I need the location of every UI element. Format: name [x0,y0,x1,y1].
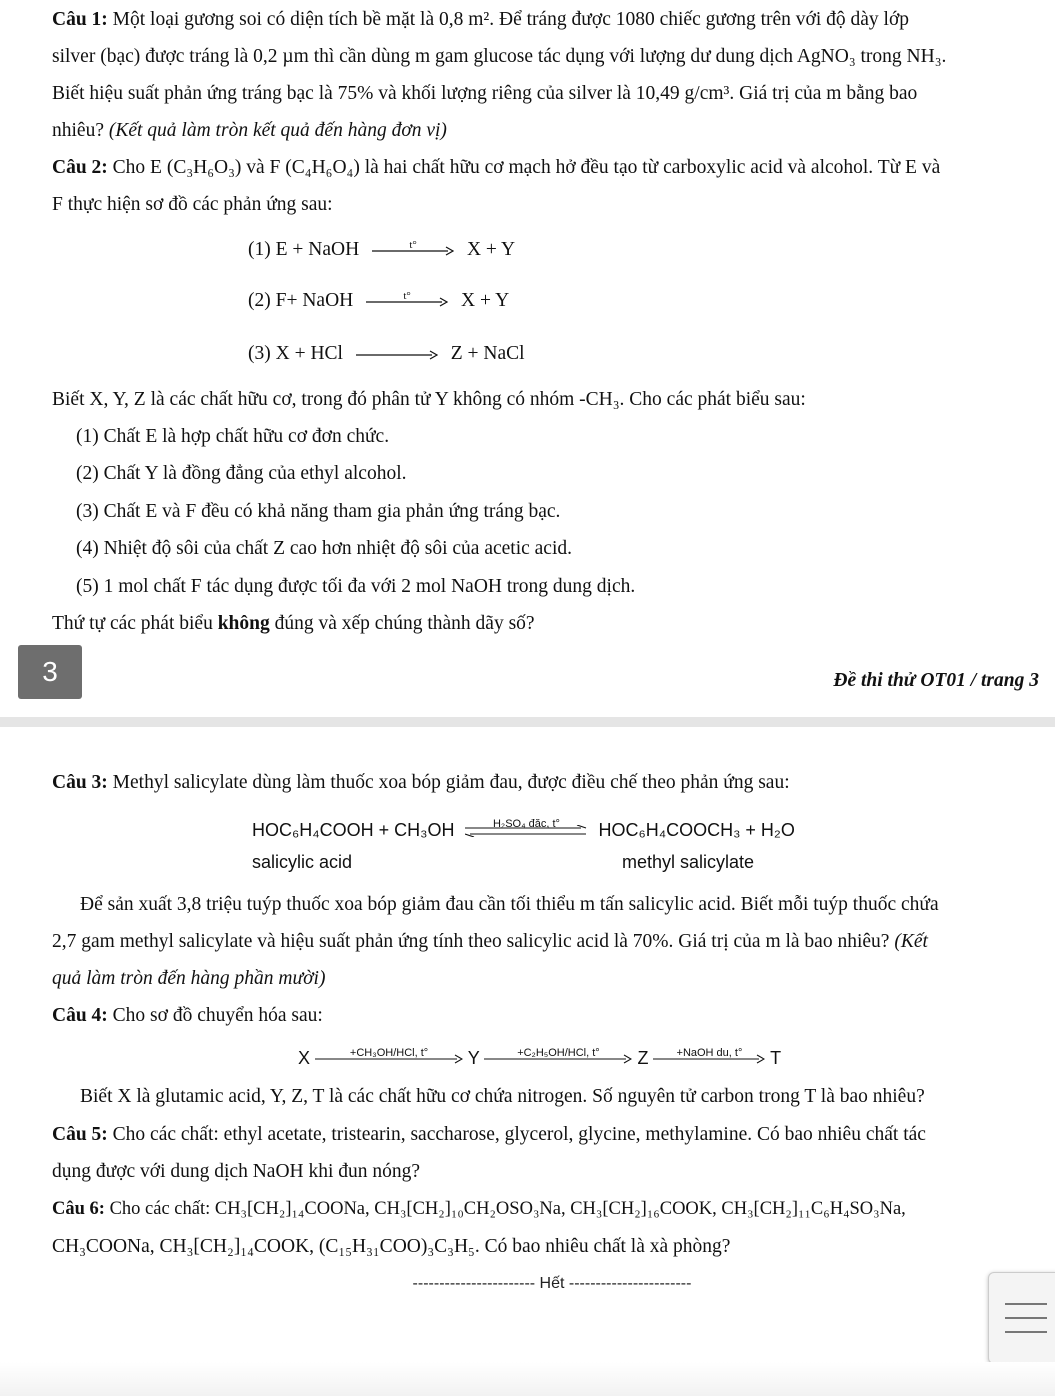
q4-arrow-2: +C₂H₅OH/HCl, t° [484,1054,632,1064]
reaction-1-arrow: t° [372,246,454,256]
menu-icon-bar-bottom [1005,1331,1047,1333]
end-marker: ----------------------- Hết ----------------------- [412,1275,692,1292]
q3-paragraph-3: quả làm tròn đến hàng phần mười) [52,968,326,989]
q4-line-1: Câu 4: Cho sơ đồ chuyển hóa sau: [52,1005,323,1026]
q1-line-3: Biết hiệu suất phản ứng tráng bạc là 75% và khối lượng riêng của silver là 10,49 g/cm³. Giá trị của m bằng bao [52,83,918,104]
q2-statement-2: (2) Chất Y là đồng đẳng của ethyl alcohol. [76,463,407,484]
q6-label: Câu 6: [52,1199,105,1219]
menu-icon-bar-top [1005,1303,1047,1305]
reaction-3-arrow [356,350,438,360]
q2-statement-1: (1) Chất E là hợp chất hữu cơ đơn chức. [76,426,390,447]
q2-line-2: F thực hiện sơ đồ các phản ứng sau: [52,194,333,215]
q2-statement-4: (4) Nhiệt độ sôi của chất Z cao hơn nhiệt độ sôi của acetic acid. [76,538,573,559]
page-separator [0,717,1055,727]
page-number-badge: 3 [18,645,82,699]
q5-line-1: Câu 5: Cho các chất: ethyl acetate, tristearin, saccharose, glycerol, glycine, methylamine. Có bao nhiêu chất tác [52,1124,926,1145]
q4-line-2: Biết X là glutamic acid, Y, Z, T là các chất hữu cơ chứa nitrogen. Số nguyên tử carbon trong T là bao nhiêu? [80,1086,925,1107]
q3-paragraph-1: Để sản xuất 3,8 triệu tuýp thuốc xoa bóp giảm đau cần tối thiểu m tấn salicylic acid. Biết mỗi tuýp thuốc chứa [80,894,939,915]
reaction-2-arrow: t° [366,297,448,307]
q1-line-1: Câu 1: Một loại gương soi có diện tích bề mặt là 0,8 m². Để tráng được 1080 chiếc gương trên với độ dày lớp [52,9,910,30]
bottom-shade [0,1362,1055,1396]
q1-line-2: silver (bạc) được tráng là 0,2 µm thì cần dùng m gam glucose tác dụng với lượng dư dung dịch AgNO₃ trong NH₃. [52,46,947,67]
q6-line-1: Câu 6: Cho các chất: CH₃[CH₂]₁₄COONa, CH₃[CH₂]₁₀CH₂OSO₃Na, CH₃[CH₂]₁₆COOK, CH₃[CH₂]₁₁C₆H₄SO₃Na, [52,1199,906,1219]
q2-statement-5: (5) 1 mol chất F tác dụng được tối đa với 2 mol NaOH trong dung dịch. [76,576,636,597]
q2-statement-3: (3) Chất E và F đều có khả năng tham gia phản ứng tráng bạc. [76,501,561,522]
methyl-salicylate-label: methyl salicylate [622,852,755,872]
q4-chain: X +CH₃OH/HCl, t° Y +C₂H₅OH/HCl, t° Z +NaOH du, t° T [298,1047,782,1068]
reaction-2: (2) F+ NaOH t° X + Y [248,289,510,311]
reaction-3: (3) X + HCl Z + NaCl [248,343,525,364]
q1-label: Câu 1: [52,9,108,30]
reaction-1: (1) E + NaOH t° X + Y [248,238,516,260]
q3-equation: HOC₆H₄COOH + CH₃OH H₂SO₄ đặc, t° HOC₆H₄COOCH₃ + H₂O [252,818,795,840]
q5-line-2: dụng được với dung dịch NaOH khi đun nóng? [52,1161,421,1182]
q1-rounding-note: (Kết quả làm tròn kết quả đến hàng đơn vị) [108,120,447,141]
q3-label: Câu 3: [52,772,108,793]
q3-line-1: Câu 3: Methyl salicylate dùng làm thuốc xoa bóp giảm đau, được điều chế theo phản ứng sau: [52,772,790,793]
salicylic-acid-label: salicylic acid [252,852,353,872]
menu-icon-bar-middle [1005,1317,1047,1319]
q3-paragraph-2: 2,7 gam methyl salicylate và hiệu suất phản ứng tính theo salicylic acid là 70%. Giá trị của m là bao nhiêu? (Kết [52,931,928,952]
q2-question: Thứ tự các phát biểu không đúng và xếp chúng thành dãy số? [52,613,535,634]
q4-arrow-1: +CH₃OH/HCl, t° [315,1054,463,1064]
q1-line-4: nhiêu? (Kết quả làm tròn kết quả đến hàng đơn vị) [52,120,447,141]
menu-button[interactable] [988,1272,1055,1364]
q2-intro: Biết X, Y, Z là các chất hữu cơ, trong đó phân tử Y không có nhóm -CH₃. Cho các phát biểu sau: [52,389,806,410]
q3-equilibrium-arrow: H₂SO₄ đặc, t° [465,825,587,837]
q4-label: Câu 4: [52,1005,108,1026]
q4-arrow-3: +NaOH du, t° [653,1054,765,1064]
q6-line-2: CH₃COONa, CH₃[CH₂]₁₄COOK, (C₁₅H₃₁COO)₃C₃H₅. Có bao nhiêu chất là xà phòng? [52,1236,731,1257]
q5-label: Câu 5: [52,1124,108,1145]
q2-line-1: Câu 2: Cho E (C₃H₆O₃) và F (C₄H₆O₄) là hai chất hữu cơ mạch hở đều tạo từ carboxylic acid và alcohol. Từ E và [52,157,941,178]
page-footer: Đề thi thử OT01 / trang 3 [833,670,1039,691]
